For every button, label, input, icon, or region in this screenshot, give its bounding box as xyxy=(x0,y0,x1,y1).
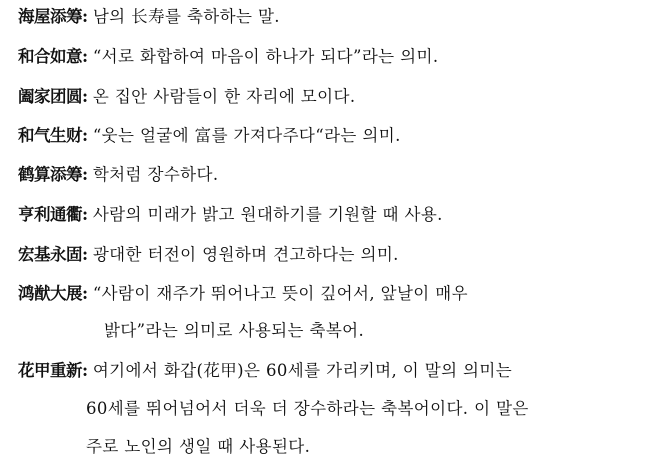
entry-definition: “서로 화합하여 마음이 하나가 되다”라는 의미. xyxy=(92,47,439,66)
entry-definition: 남의 长寿를 축하하는 말. xyxy=(92,7,280,26)
glossary-entry xyxy=(18,121,658,151)
entry-definition: 온 집안 사람들이 한 자리에 모이다. xyxy=(92,87,356,106)
glossary-entry xyxy=(18,279,658,309)
glossary-entry xyxy=(18,82,658,112)
glossary-entry-continuation xyxy=(104,316,658,346)
entry-definition: 사람의 미래가 밝고 원대하기를 기원할 때 사용. xyxy=(92,205,443,224)
glossary-entry-continuation xyxy=(86,394,658,424)
entry-definition-continued: 60세를 뛰어넘어서 더욱 더 장수하라는 축복어이다. 이 말은 xyxy=(86,399,529,418)
entry-definition: 학처럼 장수하다. xyxy=(92,165,219,184)
glossary-entry xyxy=(18,160,658,190)
entry-term: 海屋添筹: xyxy=(18,7,88,26)
entry-term: 宏基永固: xyxy=(18,245,88,264)
entry-definition-continued: 주로 노인의 생일 때 사용된다. xyxy=(86,437,311,456)
entry-term: 和合如意: xyxy=(18,47,88,66)
entry-term: 亨利通衢: xyxy=(18,205,88,224)
entry-definition: 여기에서 화갑(花甲)은 60세를 가리키며, 이 말의 의미는 xyxy=(92,361,513,380)
entry-definition: 광대한 터전이 영원하며 견고하다는 의미. xyxy=(92,245,399,264)
entry-definition-continued: 밝다”라는 의미로 사용되는 축복어. xyxy=(104,321,365,340)
entry-term: 和气生财: xyxy=(18,126,88,145)
entry-term: 鹤算添筹: xyxy=(18,165,88,184)
glossary-entry xyxy=(18,2,658,32)
glossary-entry-continuation xyxy=(86,432,658,462)
glossary-entry xyxy=(18,42,658,72)
glossary-entry xyxy=(18,240,658,270)
glossary-entry xyxy=(18,200,658,230)
entry-definition: “웃는 얼굴에 富를 가져다주다“라는 의미. xyxy=(92,126,401,145)
entry-term: 花甲重新: xyxy=(18,361,88,380)
glossary-entry xyxy=(18,356,658,386)
entry-term: 鸿猷大展: xyxy=(18,284,88,303)
entry-definition: “사람이 재주가 뛰어나고 뜻이 깊어서, 앞날이 매우 xyxy=(92,284,468,303)
entry-term: 阖家团圆: xyxy=(18,87,88,106)
